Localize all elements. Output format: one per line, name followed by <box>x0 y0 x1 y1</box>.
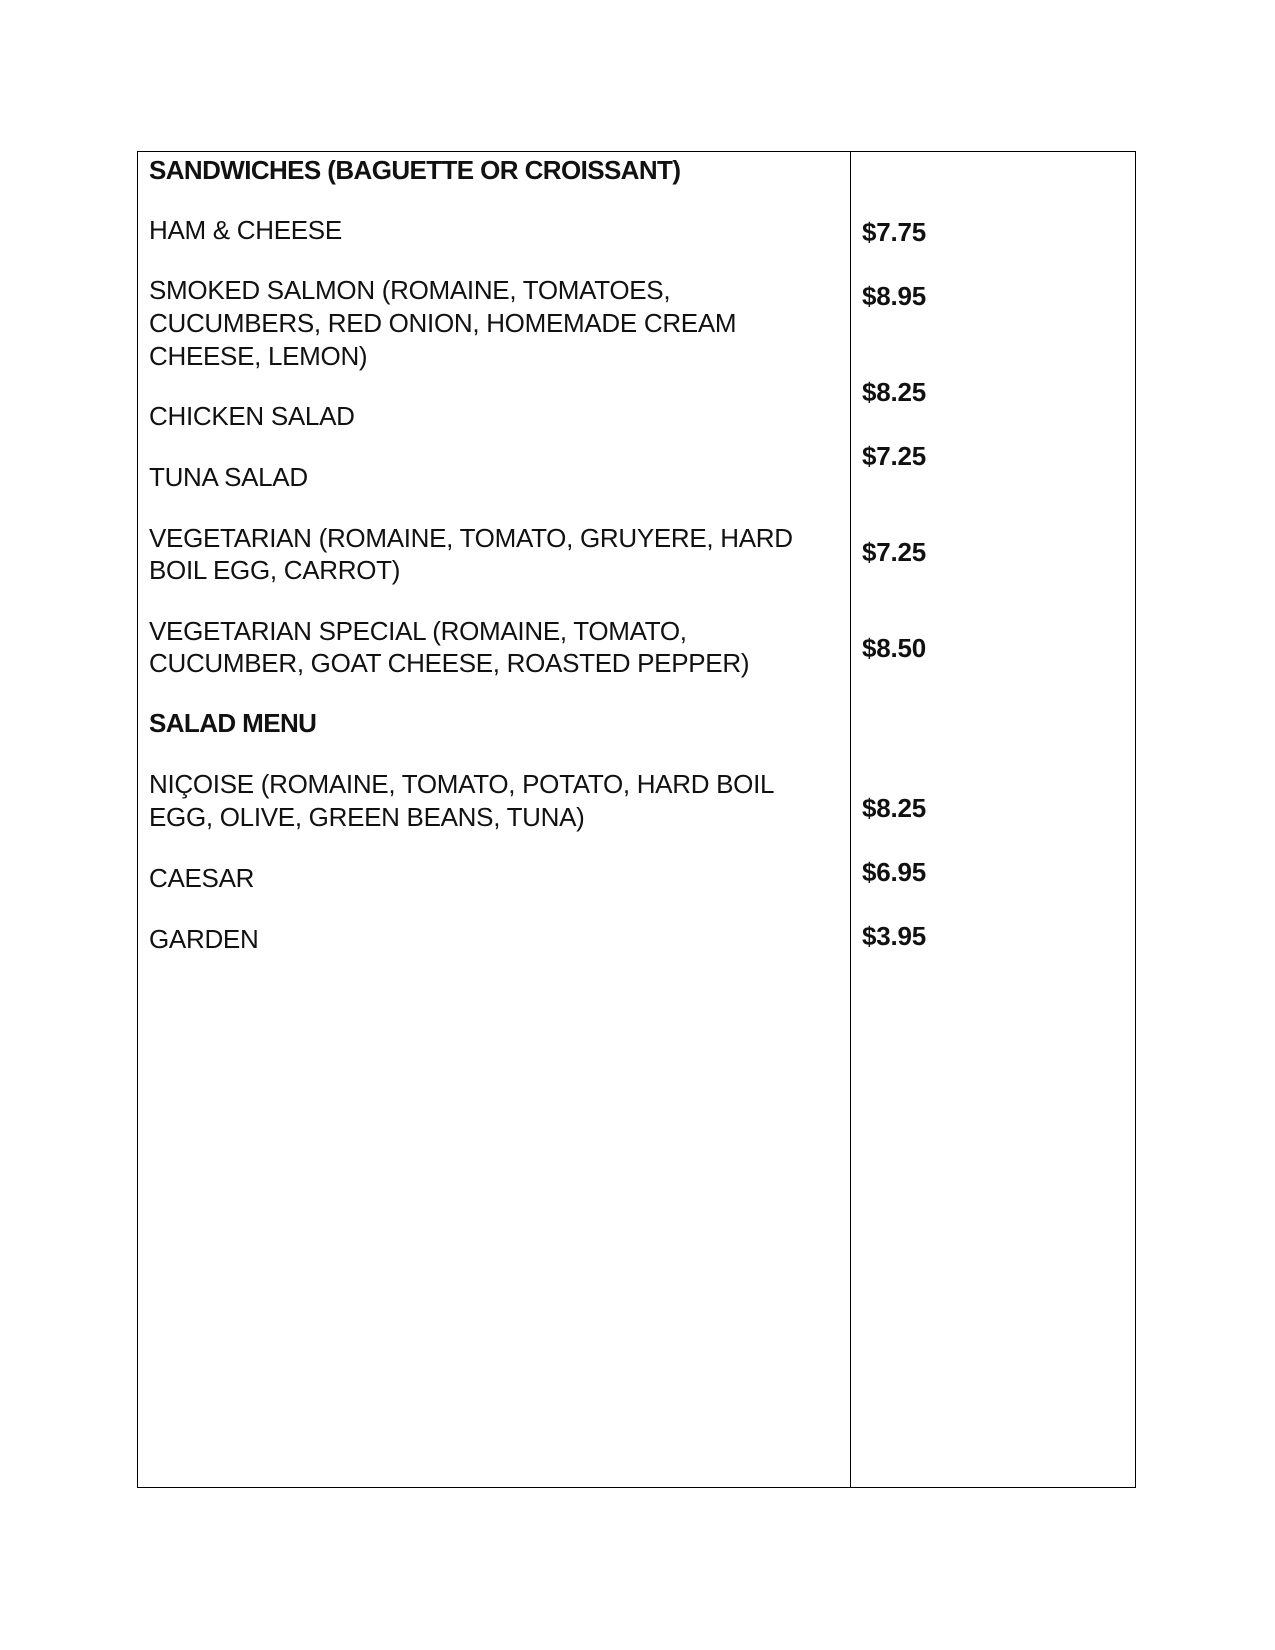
menu-item-name: EGG, OLIVE, GREEN BEANS, TUNA) <box>149 802 585 832</box>
menu-item-name: VEGETARIAN SPECIAL (ROMAINE, TOMATO, <box>149 616 687 646</box>
menu-item-price: $6.95 <box>862 857 927 887</box>
menu-item-name: NIÇOISE (ROMAINE, TOMATO, POTATO, HARD BOIL <box>149 769 775 799</box>
menu-item-name: CUCUMBERS, RED ONION, HOMEMADE CREAM <box>149 308 737 338</box>
menu-item-name: BOIL EGG, CARROT) <box>149 555 401 585</box>
menu-item-name: SMOKED SALMON (ROMAINE, TOMATOES, <box>149 275 671 305</box>
menu-item-name: HAM & CHEESE <box>149 215 342 245</box>
menu-item-name: CAESAR <box>149 863 255 893</box>
menu-item-name: GARDEN <box>149 924 259 954</box>
menu-item-price: $8.50 <box>862 633 927 663</box>
menu-table <box>137 151 1136 1488</box>
menu-item-price: $7.75 <box>862 217 927 247</box>
menu-item-name: CHEESE, LEMON) <box>149 341 368 371</box>
menu-item-price: $8.25 <box>862 377 927 407</box>
menu-item-price: $3.95 <box>862 921 927 951</box>
menu-item-price: $7.25 <box>862 441 927 471</box>
menu-item-name: VEGETARIAN (ROMAINE, TOMATO, GRUYERE, HARD <box>149 523 793 553</box>
menu-item-price: $8.95 <box>862 281 927 311</box>
menu-item-price: $7.25 <box>862 537 927 567</box>
section-heading-sandwiches: SANDWICHES (BAGUETTE OR CROISSANT) <box>149 155 681 185</box>
section-heading-salad-menu: SALAD MENU <box>149 708 317 738</box>
menu-item-price: $8.25 <box>862 793 927 823</box>
menu-item-name: CHICKEN SALAD <box>149 401 355 431</box>
menu-item-name: CUCUMBER, GOAT CHEESE, ROASTED PEPPER) <box>149 648 750 678</box>
column-divider <box>850 152 851 1487</box>
menu-item-name: TUNA SALAD <box>149 462 308 492</box>
